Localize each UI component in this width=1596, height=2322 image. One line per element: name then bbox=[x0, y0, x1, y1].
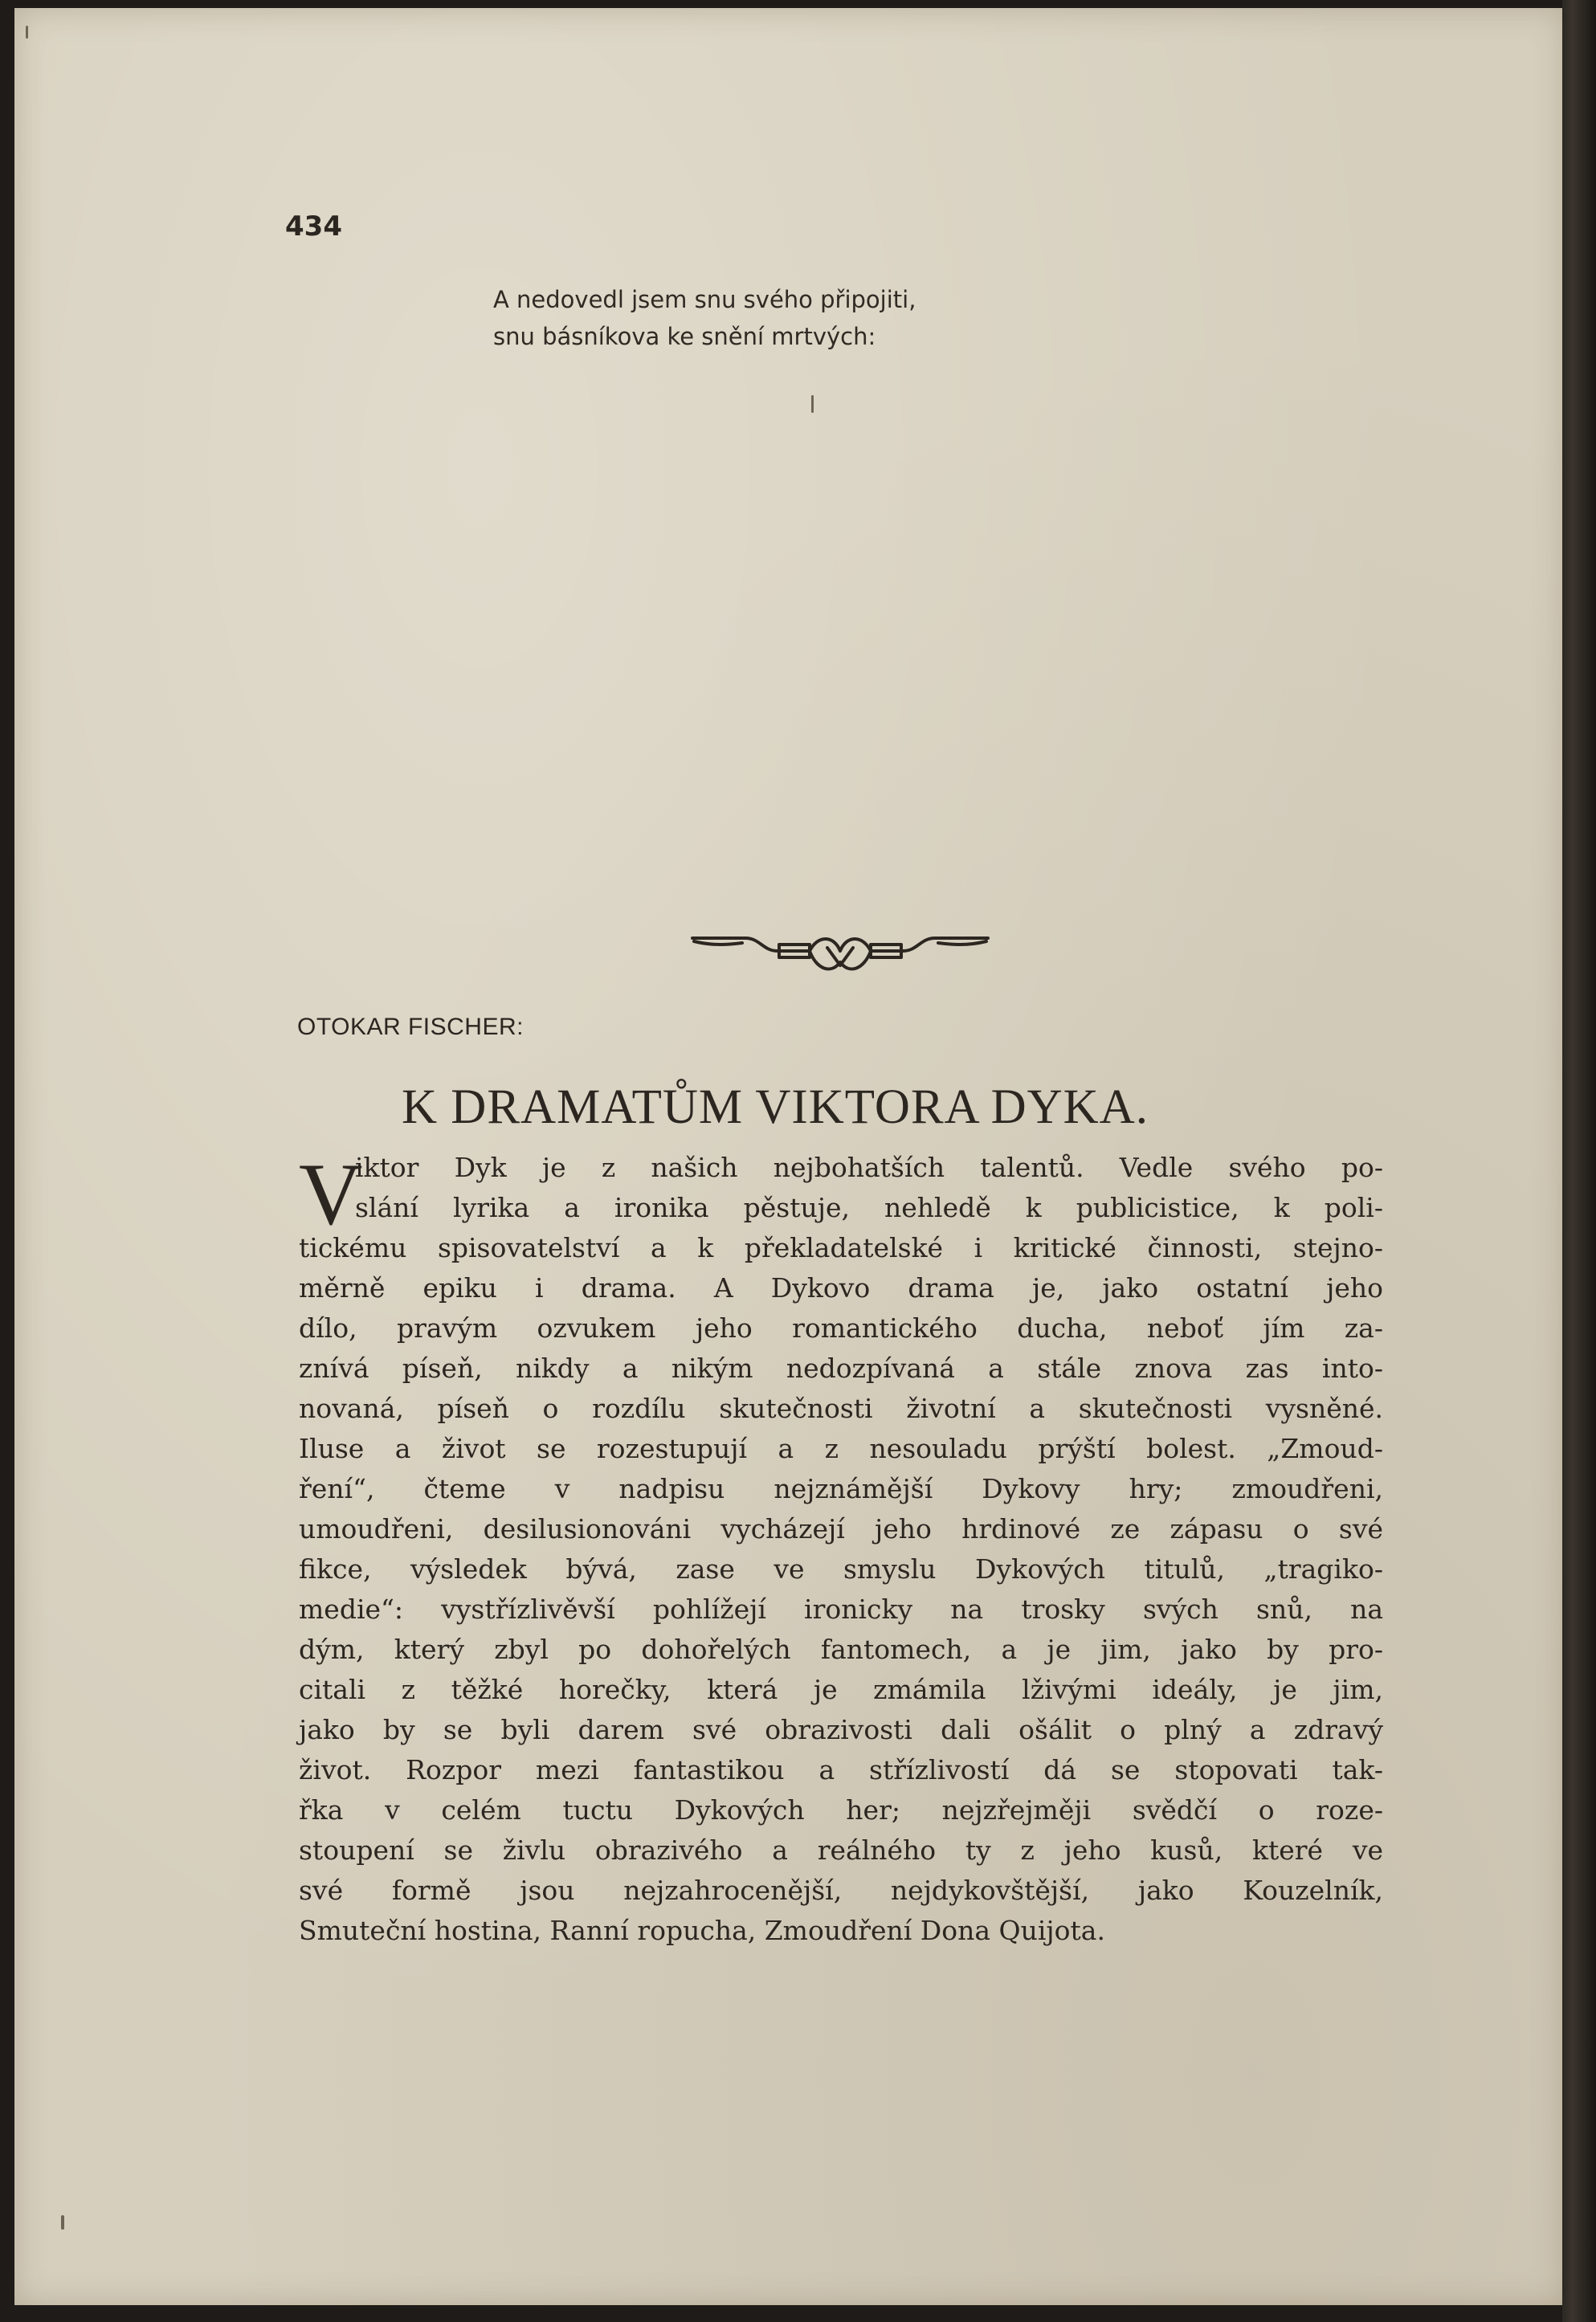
body-line: medie“: vystřízlivěvší pohlížejí ironicky na trosky svých snů, na bbox=[299, 1594, 1383, 1625]
body-line: slání lyrika a ironika pěstuje, nehledě k publicistice, k poli- bbox=[355, 1192, 1383, 1223]
book-spine bbox=[1562, 0, 1596, 2322]
body-line: novaná, píseň o rozdílu skutečnosti životní a skutečnosti vysněné. bbox=[299, 1393, 1383, 1424]
body-line: citali z těžké horečky, která je zmámila lživými ideály, je jim, bbox=[299, 1674, 1383, 1705]
page-number: 434 bbox=[285, 210, 342, 243]
body-line: ření“, čteme v nadpisu nejznámější Dykovy hry; zmoudřeni, bbox=[299, 1473, 1383, 1504]
body-line: iktor Dyk je z našich nejbohatších talentů. Vedle svého po- bbox=[355, 1152, 1383, 1183]
body-line: znívá píseň, nikdy a nikým nedozpívaná a stále znova zas into- bbox=[299, 1353, 1383, 1384]
body-line: své formě jsou nejzahrocenější, nejdykovštější, jako Kouzelník, bbox=[299, 1875, 1383, 1906]
article-title: K DRAMATŮM VIKTORA DYKA. bbox=[402, 1080, 1149, 1134]
body-line: jako by se byli darem své obrazivosti dali ošálit o plný a zdravý bbox=[299, 1714, 1383, 1745]
paper-speck bbox=[811, 395, 814, 413]
body-line: umoudřeni, desilusionováni vycházejí jeho hrdinové ze zápasu o své bbox=[299, 1513, 1383, 1545]
body-line: život. Rozpor mezi fantastikou a střízlivostí dá se stopovati tak- bbox=[299, 1754, 1383, 1785]
drop-cap: V bbox=[299, 1145, 363, 1243]
epigraph bbox=[493, 281, 916, 355]
body-line: Iluse a život se rozestupují a z nesouladu prýští bolest. „Zmoud- bbox=[299, 1433, 1383, 1464]
art-nouveau-ornament-icon bbox=[689, 930, 991, 980]
body-line: stoupení se živlu obrazivého a reálného ty z jeho kusů, které ve bbox=[299, 1834, 1383, 1866]
body-line: dílo, pravým ozvukem jeho romantického ducha, neboť jím za- bbox=[299, 1312, 1383, 1344]
paper-speck bbox=[61, 2215, 64, 2230]
body-line: Smuteční hostina, Ranní ropucha, Zmoudření Dona Quijota. bbox=[299, 1915, 1105, 1946]
epigraph-line: snu básníkova ke snění mrtvých: bbox=[493, 323, 876, 350]
body-line: tickému spisovatelství a k překladatelské i kritické činnosti, stejno- bbox=[299, 1232, 1383, 1263]
body-line: fikce, výsledek bývá, zase ve smyslu Dykových titulů, „tragiko- bbox=[299, 1553, 1383, 1585]
epigraph-line: A nedovedl jsem snu svého připojiti, bbox=[493, 286, 916, 313]
body-line: dým, který zbyl po dohořelých fantomech, a je jim, jako by pro- bbox=[299, 1634, 1383, 1665]
body-line: řka v celém tuctu Dykových her; nejzřejměji svědčí o roze- bbox=[299, 1794, 1383, 1826]
paper-speck bbox=[26, 26, 28, 39]
body-line: měrně epiku i drama. A Dykovo drama je, jako ostatní jeho bbox=[299, 1272, 1383, 1304]
author-name: OTOKAR FISCHER: bbox=[297, 1014, 524, 1040]
